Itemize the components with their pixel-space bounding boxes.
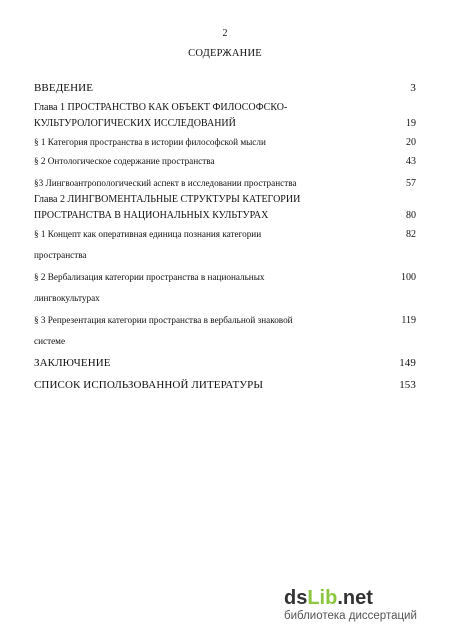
toc-entry-chapter1-line2: [34, 117, 424, 130]
toc-entry-section1-3: [34, 177, 424, 190]
toc-entry-text: лингвокультурах: [34, 293, 100, 303]
toc-entry-references: [34, 379, 424, 392]
toc-entry-chapter2-line1: [34, 193, 424, 206]
table-of-contents: [34, 82, 424, 392]
logo-lib: Lib: [307, 587, 338, 609]
toc-entry-page: 3: [410, 82, 416, 94]
toc-entry-text: § 1 Концепт как оперативная единица познания категории: [34, 229, 262, 239]
toc-entry-chapter2-line2: [34, 209, 424, 222]
toc-entry-text: СПИСОК ИСПОЛЬЗОВАННОЙ ЛИТЕРАТУРЫ: [34, 379, 264, 391]
toc-title: СОДЕРЖАНИЕ: [188, 48, 262, 59]
toc-entry-section2-1-line2: [34, 249, 424, 262]
toc-entry-text: ВВЕДЕНИЕ: [34, 82, 94, 94]
toc-entry-page: 19: [406, 118, 416, 129]
toc-entry-text: Глава 1 ПРОСТРАНСТВО КАК ОБЪЕКТ ФИЛОСОФСКО-: [34, 102, 288, 113]
toc-entry-page: 43: [406, 156, 416, 167]
toc-entry-page: 57: [406, 178, 416, 189]
toc-entry-text: Глава 2 ЛИНГВОМЕНТАЛЬНЫЕ СТРУКТУРЫ КАТЕГОРИИ: [34, 194, 301, 205]
toc-entry-page: 100: [401, 272, 416, 283]
toc-entry-text: §3 Лингвоантропологический аспект в исследовании пространства: [34, 178, 297, 188]
toc-entry-text: § 3 Репрезентация категории пространства в вербальной знаковой: [34, 315, 293, 325]
toc-entry-page: 20: [406, 137, 416, 148]
toc-entry-text: пространства: [34, 250, 87, 260]
toc-entry-section2-1-line1: [34, 228, 424, 241]
toc-entry-conclusion: [34, 357, 424, 370]
toc-entry-page: 153: [399, 379, 416, 391]
toc-entry-section2-2-line1: [34, 271, 424, 284]
toc-entry-page: 82: [406, 229, 416, 240]
toc-entry-text: § 1 Категория пространства в истории философской мысли: [34, 137, 266, 147]
page-number: 2: [222, 28, 228, 39]
logo-ds: ds: [284, 587, 308, 609]
toc-entry-page: 149: [399, 357, 416, 369]
toc-entry-section2-3-line2: [34, 335, 424, 348]
logo-net: .net: [337, 587, 373, 609]
toc-entry-text: КУЛЬТУРОЛОГИЧЕСКИХ ИССЛЕДОВАНИЙ: [34, 118, 236, 129]
toc-entry-text: ЗАКЛЮЧЕНИЕ: [34, 357, 111, 369]
toc-entry-text: § 2 Онтологическое содержание пространства: [34, 156, 215, 166]
toc-entry-page: 119: [401, 315, 416, 326]
toc-entry-text: ПРОСТРАНСТВА В НАЦИОНАЛЬНЫХ КУЛЬТУРАХ: [34, 210, 269, 221]
toc-entry-text: системе: [34, 336, 66, 346]
toc-entry-section2-2-line2: [34, 292, 424, 305]
toc-entry-intro: [34, 82, 424, 95]
toc-entry-section1-2: [34, 155, 424, 168]
toc-entry-page: 80: [406, 210, 416, 221]
dslib-logo[interactable]: [284, 588, 444, 608]
toc-entry-text: § 2 Вербализация категории пространства в национальных: [34, 272, 265, 282]
toc-entry-section1-1: [34, 136, 424, 149]
toc-entry-chapter1-line1: [34, 101, 424, 114]
dslib-tagline: библиотека диссертаций: [284, 610, 417, 622]
dslib-watermark[interactable]: [284, 588, 444, 622]
toc-entry-section2-3-line1: [34, 314, 424, 327]
